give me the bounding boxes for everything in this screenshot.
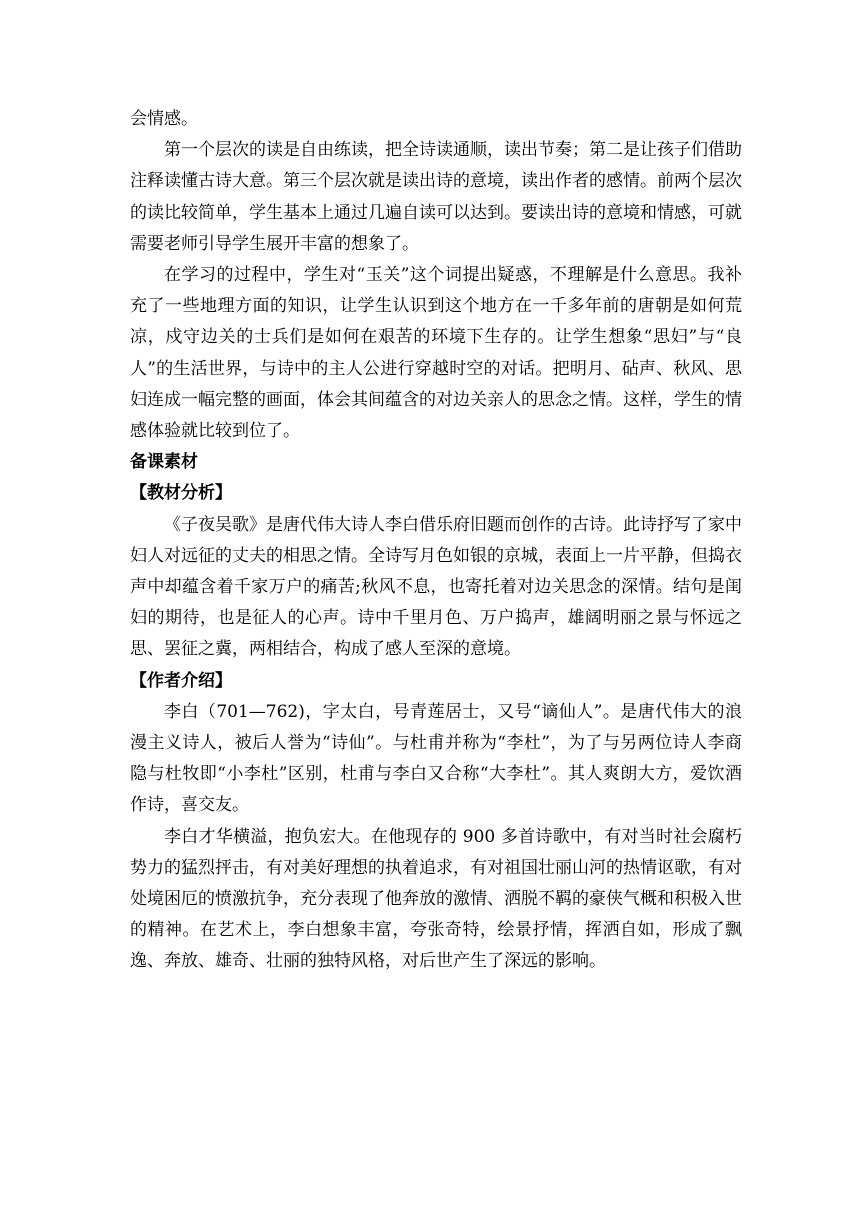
paragraph-learning-process: 在学习的过程中，学生对“玉关”这个词提出疑惑，不理解是什么意思。我补充了一些地理方面的知识，让学生认识到这个地方在一千多年前的唐朝是如何荒凉，戍守边关的士兵们是如何在艰苦的环境下生存的。让学生想象“思妇”与“良人”的生活世界，与诗中的主人公进行穿越时空的对话。把明月、砧声、秋风、思妇连成一幅完整的画面，体会其间蕴含的对边关亲人的思念之情。这样，学生的情感体验就比较到位了。 (130, 265, 742, 442)
paragraph-author-achievements: 李白才华横溢，抱负宏大。在他现存的 900 多首诗歌中，有对当时社会腐朽势力的猛烈抨击，有对美好理想的执着追求，有对祖国壮丽山河的热情讴歌，有对处境困厄的愤激抗争，充分表现了他奔放的激情、洒脱不羁的豪侠气概和积极入世的精神。在艺术上，李白想象丰富，夸张奇特，绘景抒情，挥洒自如，形成了飘逸、奔放、雄奇、壮丽的独特风格，对后世产生了深远的影响。 (130, 826, 742, 972)
textbook-analysis-heading: 【教材分析】 (130, 483, 232, 504)
paragraph-author-bio: 李白（701—762)，字太白，号青莲居士，又号“谪仙人”。是唐代伟大的浪漫主义诗人，被后人誉为“诗仙”。与杜甫并称为“李杜”，为了与另两位诗人李商隐与杜牧即“小李杜”区别，杜甫与李白又合称“大李杜”。其人爽朗大方，爱饮酒作诗，喜交友。 (130, 701, 742, 816)
paragraph-continuation: 会情感。 (130, 109, 198, 129)
section-title: 备课素材 (130, 452, 198, 473)
document-body (130, 104, 742, 978)
paragraph-reading-levels: 第一个层次的读是自由练读，把全诗读通顺，读出节奏；第二是让孩子们借助注释读懂古诗大意。第三个层次就是读出诗的意境，读出作者的感情。前两个层次的读比较简单，学生基本上通过几遍自读可以达到。要读出诗的意境和情感，可就需要老师引导学生展开丰富的想象了。 (130, 140, 742, 254)
paragraph-textbook-analysis: 《子夜吴歌》是唐代伟大诗人李白借乐府旧题而创作的古诗。此诗抒写了家中妇人对远征的丈夫的相思之情。全诗写月色如银的京城，表面上一片平静，但捣衣声中却蕴含着千家万户的痛苦;秋风不息，也寄托着对边关思念的深情。结句是闺妇的期待，也是征人的心声。诗中千里月色、万户捣声，雄阔明丽之景与怀远之思、罢征之冀，两相结合，构成了感人至深的意境。 (130, 514, 742, 660)
author-intro-heading: 【作者介绍】 (130, 670, 232, 691)
